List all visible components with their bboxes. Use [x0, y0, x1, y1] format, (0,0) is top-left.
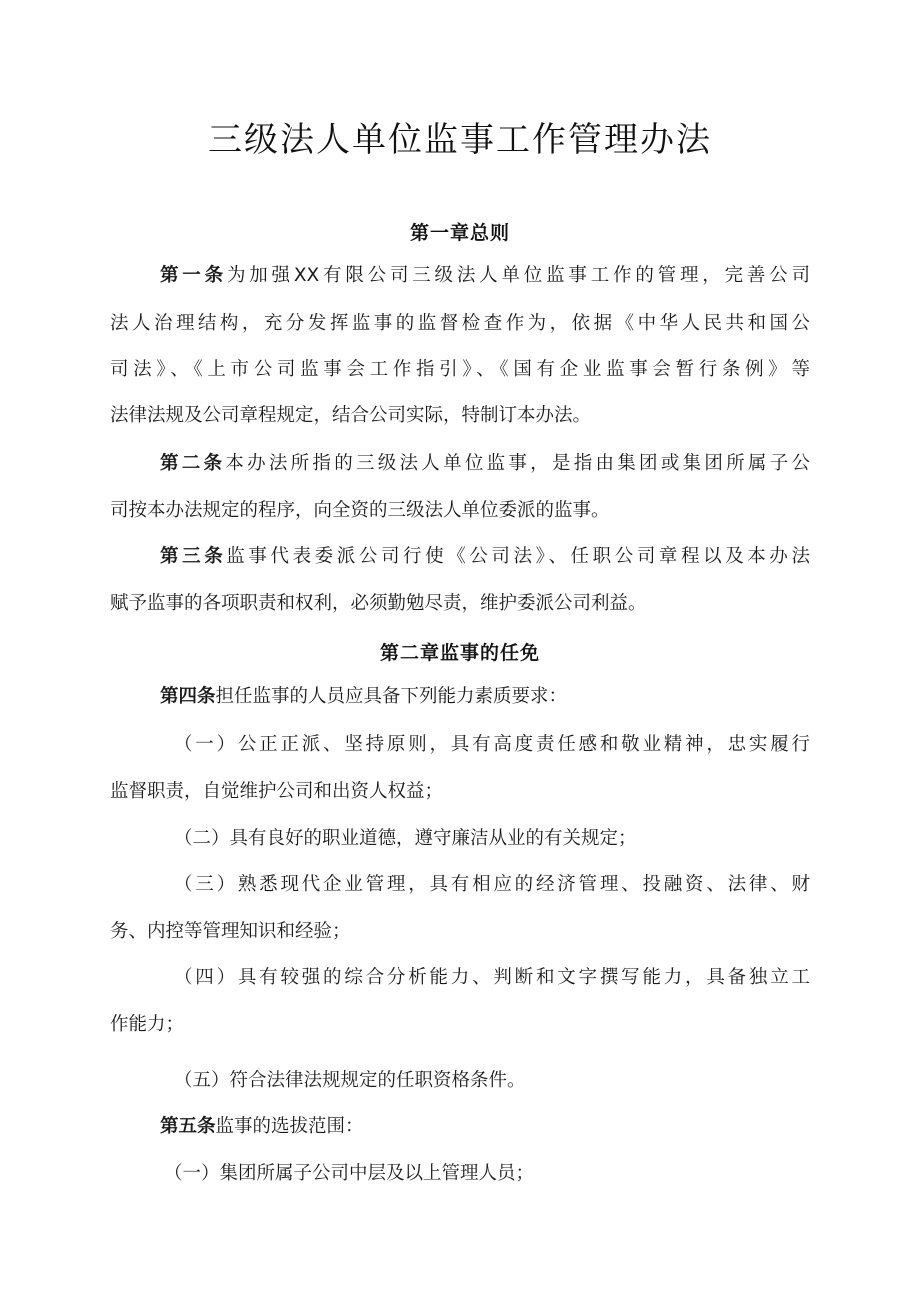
item-1-line-2: 监督职责，自觉维护公司和出资人权益； — [110, 781, 444, 802]
article-1-line-4: 法律法规及公司章程规定，结合公司实际，特制订本办法。 — [110, 405, 592, 426]
article-4-line-1 — [110, 683, 810, 711]
item-1-line-1 — [110, 731, 810, 759]
article-3-label: 第三条 — [160, 546, 227, 567]
article-5-label: 第五条 — [160, 1116, 216, 1137]
article-1-text-1: 为加强XX有限公司三级法人单位监事工作的管理，完善公司 — [226, 265, 810, 286]
item-2-line-1 — [110, 825, 810, 853]
article-3-text-1: 监事代表委派公司行使《公司法》、任职公司章程以及本办法 — [226, 546, 810, 567]
item-2-text-1: （二）具有良好的职业道德，遵守廉洁从业的有关规定； — [174, 828, 637, 849]
item-3-line-2: 务、内控等管理知识和经验； — [110, 921, 351, 942]
chapter-2-heading: 第二章监事的任免 — [379, 642, 540, 664]
article-1-line-3: 司法》、《上市公司监事会工作指引》、《国有企业监事会暂行条例》等 — [110, 359, 810, 380]
item-5-text-1: （五）符合法律法规规定的任职资格条件。 — [174, 1070, 526, 1091]
item-3-line-1 — [110, 871, 810, 899]
item-1-text-1: （一）公正正派、坚持原则，具有高度责任感和敬业精神，忠实履行 — [174, 734, 810, 755]
item-5-line-1 — [110, 1067, 810, 1095]
article-5-text-1: 监事的选拔范围： — [215, 1116, 364, 1137]
article-1-label: 第一条 — [160, 265, 227, 286]
item-3-text-1: （三）熟悉现代企业管理，具有相应的经济管理、投融资、法律、财 — [174, 874, 810, 895]
item-j1-text-1: （一）集团所属子公司中层及以上管理人员； — [164, 1163, 535, 1184]
article-3-line-1 — [110, 543, 810, 571]
item-4-line-2: 作能力； — [110, 1014, 185, 1035]
document-title: 三级法人单位监事工作管理办法 — [208, 120, 712, 160]
item-4-line-1 — [110, 964, 810, 992]
item-4-text-1: （四）具有较强的综合分析能力、判断和文字撰写能力，具备独立工 — [174, 967, 810, 988]
article-4-text-1: 担任监事的人员应具备下列能力素质要求： — [215, 686, 568, 707]
item-j1-line-1 — [110, 1160, 810, 1188]
article-5-line-1 — [110, 1113, 810, 1141]
article-1-line-2: 法人治理结构，充分发挥监事的监督检查作为，依据《中华人民共和国公 — [110, 313, 810, 334]
chapter-1-heading: 第一章总则 — [409, 222, 510, 244]
article-1-line-1 — [110, 262, 810, 290]
article-3-line-2: 赋予监事的各项职责和权利，必须勤勉尽责，维护委派公司利益。 — [110, 593, 647, 614]
article-4-label: 第四条 — [160, 686, 216, 707]
article-2-line-1 — [110, 450, 810, 478]
article-2-label: 第二条 — [160, 453, 226, 474]
article-2-text-1: 本办法所指的三级法人单位监事，是指由集团或集团所属子公 — [225, 453, 810, 474]
article-2-line-2: 司按本办法规定的程序，向全资的三级法人单位委派的监事。 — [110, 500, 610, 521]
